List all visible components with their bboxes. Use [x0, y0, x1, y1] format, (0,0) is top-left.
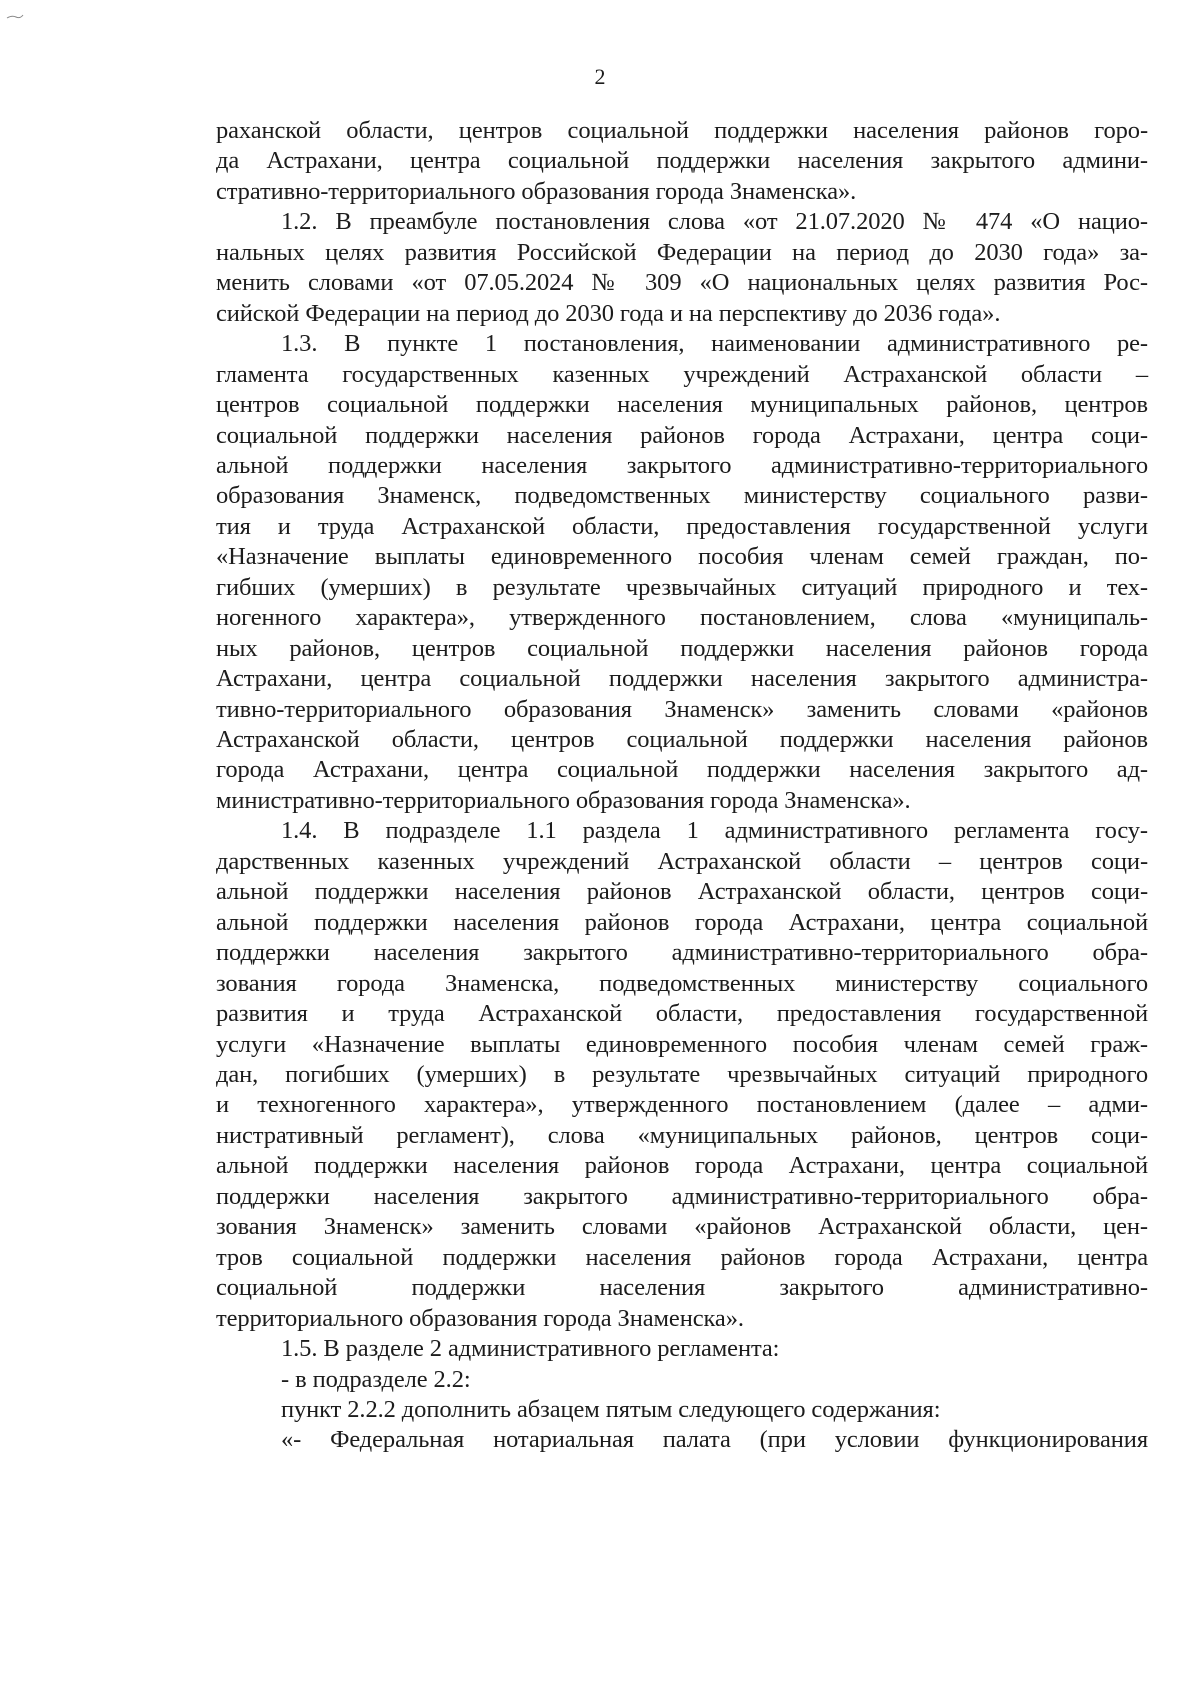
- text-line: 1.3. В пункте 1 постановления, наименовании административного ре-: [281, 330, 1148, 358]
- text-line: услуги «Назначение выплаты единовременного пособия членам семей граж-: [216, 1030, 1148, 1058]
- text-line: поддержки населения закрытого административно-территориального обра-: [216, 1182, 1148, 1210]
- text-line: менить словами «от 07.05.2024 № 309 «О национальных целях развития Рос-: [216, 269, 1148, 297]
- text-line: тия и труда Астраханской области, предоставления государственной услуги: [216, 512, 1148, 540]
- text-line: министративно-территориального образования города Знаменска».: [216, 786, 911, 814]
- text-line: гибших (умерших) в результате чрезвычайных ситуаций природного и тех-: [216, 573, 1148, 601]
- text-line: 1.2. В преамбуле постановления слова «от 21.07.2020 № 474 «О нацио-: [281, 208, 1148, 236]
- text-line: территориального образования города Знаменска».: [216, 1304, 744, 1332]
- text-line: образования Знаменск, подведомственных министерству социального разви-: [216, 482, 1148, 510]
- text-line: альной поддержки населения районов города Астрахани, центра социальной: [216, 1152, 1148, 1180]
- text-line: дарственных казенных учреждений Астраханской области – центров соци-: [216, 847, 1148, 875]
- scan-mark: [6, 14, 24, 20]
- text-line: «Назначение выплаты единовременного пособия членам семей граждан, по-: [216, 543, 1148, 571]
- text-line: Астрахани, центра социальной поддержки населения закрытого администра-: [216, 665, 1148, 693]
- text-line: развития и труда Астраханской области, предоставления государственной: [216, 1000, 1148, 1027]
- text-line: гламента государственных казенных учреждений Астраханской области –: [216, 360, 1148, 388]
- text-line: нистративный регламент), слова «муниципальных районов, центров соци-: [216, 1121, 1148, 1149]
- text-line: 1.4. В подразделе 1.1 раздела 1 административного регламента госу-: [281, 817, 1148, 845]
- text-line: альной поддержки населения районов города Астрахани, центра социальной: [216, 908, 1148, 936]
- text-line: города Астрахани, центра социальной поддержки населения закрытого ад-: [216, 756, 1148, 784]
- text-line: ногенного характера», утвержденного постановлением, слова «муниципаль-: [216, 604, 1148, 632]
- text-line: центров социальной поддержки населения муниципальных районов, центров: [216, 391, 1148, 419]
- text-line: да Астрахани, центра социальной поддержки населения закрытого админи-: [216, 147, 1148, 175]
- text-line: тров социальной поддержки населения районов города Астрахани, центра: [216, 1243, 1148, 1271]
- text-line: дан, погибших (умерших) в результате чрезвычайных ситуаций природного: [216, 1060, 1148, 1088]
- text-line: социальной поддержки населения районов города Астрахани, центра соци-: [216, 421, 1148, 449]
- text-line: ных районов, центров социальной поддержки населения районов города: [216, 634, 1148, 662]
- text-line: социальной поддержки населения закрытого административно-: [216, 1274, 1148, 1302]
- text-line: нальных целях развития Российской Федерации на период до 2030 года» за-: [216, 238, 1148, 266]
- text-line: альной поддержки населения районов Астраханской области, центров соци-: [216, 878, 1148, 906]
- text-line: зования города Знаменска, подведомственных министерству социального: [216, 969, 1148, 997]
- text-line: стративно-территориального образования города Знаменска».: [216, 177, 857, 205]
- text-line: 1.5. В разделе 2 административного регламента:: [281, 1335, 780, 1362]
- text-line: альной поддержки населения закрытого административно-территориального: [216, 451, 1148, 479]
- text-line: поддержки населения закрытого административно-территориального обра-: [216, 939, 1148, 967]
- text-line: сийской Федерации на период до 2030 года и на перспективу до 2036 года».: [216, 299, 1001, 327]
- text-line: тивно-территориального образования Знаменск» заменить словами «районов: [216, 695, 1148, 723]
- text-line: зования Знаменск» заменить словами «районов Астраханской области, цен-: [216, 1213, 1148, 1241]
- text-line: пункт 2.2.2 дополнить абзацем пятым следующего содержания:: [281, 1395, 941, 1423]
- text-line: - в подразделе 2.2:: [281, 1365, 471, 1393]
- text-line: Астраханской области, центров социальной поддержки населения районов: [216, 726, 1148, 753]
- text-line: раханской области, центров социальной поддержки населения районов горо-: [216, 117, 1148, 144]
- text-line: «- Федеральная нотариальная палата (при условии функционирования: [281, 1426, 1148, 1454]
- text-line: и техногенного характера», утвержденного постановлением (далее – адми-: [216, 1091, 1148, 1119]
- page-number: 2: [594, 64, 606, 89]
